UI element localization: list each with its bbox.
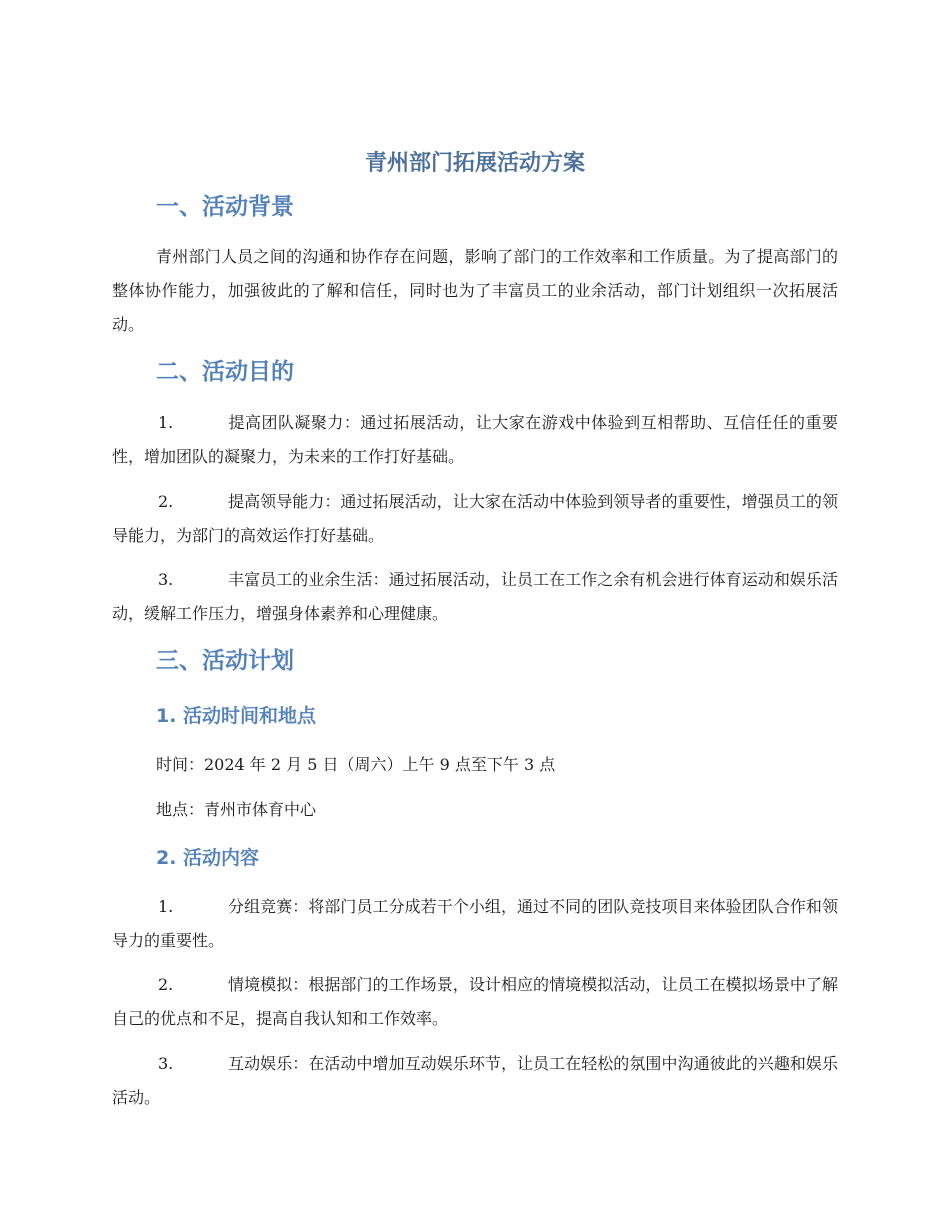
list-text: 分组竞赛：将部门员工分成若干个小组，通过不同的团队竞技项目来体验团队合作和领导力的重要性。 — [112, 897, 838, 950]
purpose-item — [112, 563, 838, 631]
section-heading-plan: 三、活动计划 — [156, 648, 294, 674]
purpose-item — [112, 485, 838, 553]
subsection-heading-content: 2. 活动内容 — [156, 847, 260, 869]
content-item — [112, 968, 838, 1036]
list-text: 提高团队凝聚力：通过拓展活动，让大家在游戏中体验到互相帮助、互信任任的重要性，增加团队的凝聚力，为未来的工作打好基础。 — [112, 413, 838, 466]
list-text: 丰富员工的业余生活：通过拓展活动，让员工在工作之余有机会进行体育运动和娱乐活动，缓解工作压力，增强身体素养和心理健康。 — [112, 570, 838, 623]
content-item — [112, 890, 838, 958]
list-text: 提高领导能力：通过拓展活动，让大家在活动中体验到领导者的重要性，增强员工的领导能力，为部门的高效运作打好基础。 — [112, 492, 838, 545]
activity-time: 时间：2024 年 2 月 5 日（周六）上午 9 点至下午 3 点 — [156, 755, 556, 774]
list-number: 2. — [158, 975, 174, 994]
background-paragraph: 青州部门人员之间的沟通和协作存在问题，影响了部门的工作效率和工作质量。为了提高部门的整体协作能力，加强彼此的了解和信任，同时也为了丰富员工的业余活动，部门计划组织一次拓展活动。 — [112, 247, 838, 334]
section-heading-background: 一、活动背景 — [156, 194, 294, 220]
list-number: 3. — [158, 1054, 174, 1073]
list-number: 2. — [158, 492, 174, 511]
list-text: 互动娱乐：在活动中增加互动娱乐环节，让员工在轻松的氛围中沟通彼此的兴趣和娱乐活动。 — [112, 1054, 838, 1107]
purpose-item — [112, 406, 838, 474]
list-number: 1. — [158, 897, 174, 916]
list-number: 3. — [158, 570, 174, 589]
activity-place: 地点：青州市体育中心 — [156, 800, 317, 819]
section-heading-purpose: 二、活动目的 — [156, 359, 294, 385]
subsection-heading-time-place: 1. 活动时间和地点 — [156, 705, 317, 727]
list-number: 1. — [158, 413, 174, 432]
list-text: 情境模拟：根据部门的工作场景，设计相应的情境模拟活动，让员工在模拟场景中了解自己的优点和不足，提高自我认知和工作效率。 — [112, 975, 838, 1028]
document-title: 青州部门拓展活动方案 — [364, 151, 585, 176]
content-item — [112, 1047, 838, 1115]
